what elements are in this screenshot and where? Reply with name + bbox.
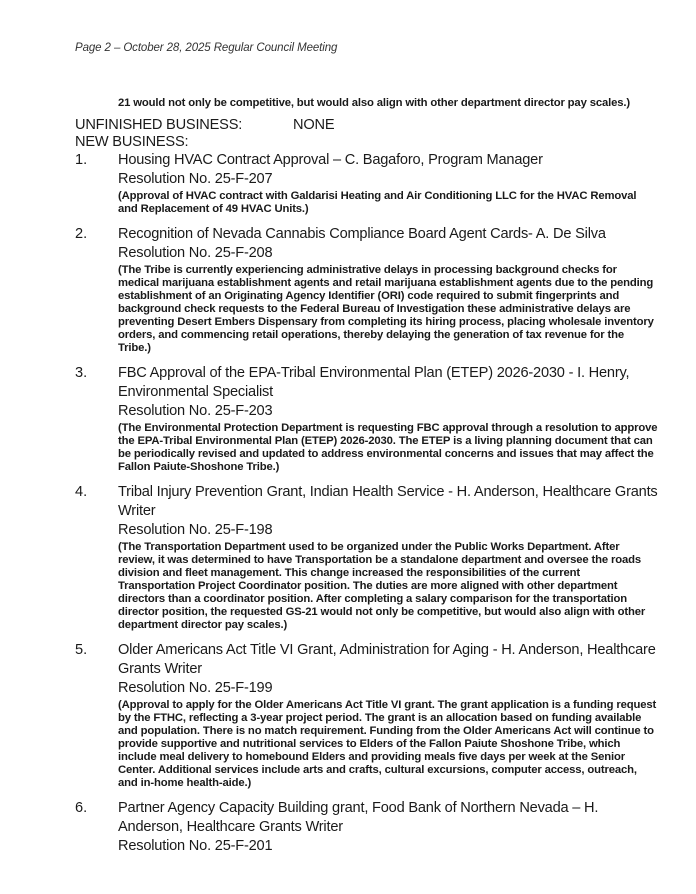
item-description: (The Transportation Department used to be organized under the Public Works Department. After review, it was determined to have Transportation be a standalone department and oversee the roads division and fleet management. This change increased the responsibilities of the current Transportation Project Coordinator position. The duties are more aligned with other department directors than a coordinator position. After completing a salary comparison for the transportation director position, the requested GS-21 would not only be competitive, but would also align with other department director pay scales.) [118, 541, 646, 631]
unfinished-business [75, 117, 675, 134]
item-description: (The Environmental Protection Department is requesting FBC approval through a resolution to approve the EPA-Tribal Environmental Plan (ETEP) 2026-2030. The ETEP is a living planning document that can be periodically revised and updated to address environmental concerns and issues that may affect the Fallon Paiute-Shoshone Tribe.) [118, 422, 658, 473]
item-number: 5. [75, 642, 88, 658]
agenda-item-6 [75, 799, 675, 856]
item-title: Older Americans Act Title VI Grant, Administration for Aging - H. Anderson, Healthcare Grants Writer [118, 642, 656, 677]
item-resolution: Resolution No. 25-F-198 [118, 522, 273, 538]
page-header: Page 2 – October 28, 2025 Regular Council Meeting [75, 42, 338, 54]
item-resolution: Resolution No. 25-F-201 [118, 838, 273, 854]
item-description: (Approval of HVAC contract with Galdarisi Heating and Air Conditioning LLC for the HVAC Removal and Replacement of 49 HVAC Units.) [118, 190, 637, 215]
agenda-item-4 [75, 483, 675, 632]
agenda-item-2 [75, 225, 675, 355]
unfinished-business-value: NONE [293, 117, 335, 133]
carryover-note: 21 would not only be competitive, but would also align with other department director pay scales.) [118, 97, 630, 109]
item-number: 1. [75, 152, 88, 168]
item-number: 4. [75, 484, 88, 500]
item-number: 3. [75, 365, 88, 381]
item-resolution: Resolution No. 25-F-203 [118, 403, 273, 419]
item-title: Tribal Injury Prevention Grant, Indian Health Service - H. Anderson, Healthcare Grants Writer [118, 484, 658, 519]
item-resolution: Resolution No. 25-F-199 [118, 680, 273, 696]
item-title: Partner Agency Capacity Building grant, Food Bank of Northern Nevada – H. Anderson, Healthcare Grants Writer [118, 800, 599, 835]
item-title: Housing HVAC Contract Approval – C. Bagaforo, Program Manager [118, 152, 543, 168]
agenda-item-5 [75, 641, 675, 790]
item-title: Recognition of Nevada Cannabis Compliance Board Agent Cards- A. De Silva [118, 226, 606, 242]
item-resolution: Resolution No. 25-F-207 [118, 171, 273, 187]
new-business-label: NEW BUSINESS: [75, 134, 189, 150]
agenda-content [75, 97, 675, 856]
item-description: (The Tribe is currently experiencing administrative delays in processing background checks for medical marijuana establishment agents and retail marijuana establishment agents due to the pending establishment of an Originating Agency Identifier (ORI) code required to submit fingerprints and background check requests to the Federal Bureau of Investigation these administrative delays are preventing Desert Embers Dispensary from completing its hiring process, placing wholesale inventory orders, and commencing retail operations, thereby delaying the generation of tax revenue for the Tribe.) [118, 264, 654, 354]
agenda-item-1 [75, 151, 675, 216]
item-title: FBC Approval of the EPA-Tribal Environmental Plan (ETEP) 2026-2030 - I. Henry, Environmental Specialist [118, 365, 630, 400]
item-resolution: Resolution No. 25-F-208 [118, 245, 273, 261]
agenda-item-3 [75, 364, 675, 474]
unfinished-business-label: UNFINISHED BUSINESS: [75, 117, 243, 133]
item-number: 2. [75, 226, 88, 242]
item-number: 6. [75, 800, 88, 816]
item-description: (Approval to apply for the Older Americans Act Title VI grant. The grant application is a funding request by the FTHC, reflecting a 3-year project period. The grant is an allocation based on funding available and population. There is no match requirement. Funding from the Older Americans Act will continue to provide supportive and nutritional services to Elders of the Fallon Paiute Shoshone Tribe, which include meal delivery to homebound Elders and providing meals five days per week at the Senior Center. Additional services include arts and crafts, cultural excursions, computer access, outreach, and in-home health-aide.) [118, 699, 657, 789]
